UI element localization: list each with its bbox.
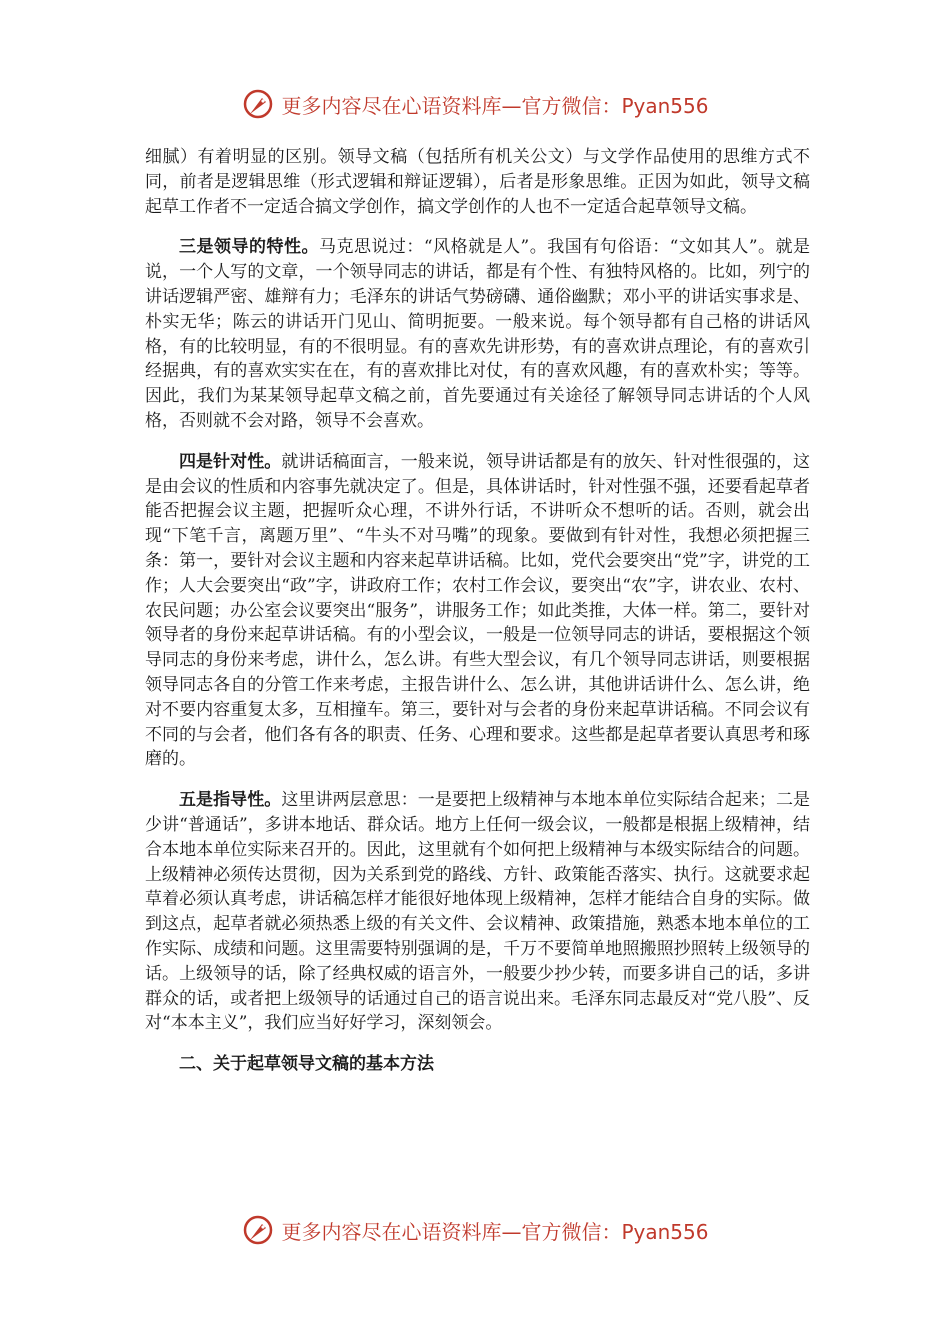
paragraph-text: 这里讲两层意思：一是要把上级精神与本地本单位实际结合起来；二是少讲“普通话”，多讲本地话、群众话。地方上任何一级会议，一般都是根据上级精神，结合本地本单位实际来召开的。因此，这里就有个如何把上级精神与本级实际结合的问题。上级精神必须传达贯彻，因为关系到党的路线、方针、政策能否落实、执行。这就要求起草着必须认真考虑，讲话稿怎样才能很好地体现上级精神，怎样才能结合自身的实际。做到这点，起草者就必须热悉上级的有关文件、会议精神、政策措施，熟悉本地本单位的工作实际、成绩和问题。这里需要特别强调的是，千万不要简单地照搬照抄照转上级领导的话。上级领导的话，除了经典权威的语言外，一般要少抄少转，而要多讲自己的话，多讲群众的话，或者把上级领导的话通过自己的语言说出来。毛泽东同志最反对“党八股”、反对“本本主义”，我们应当好好学习，深刻领会。: [145, 790, 811, 1034]
pen-nib-circle-icon: [241, 1213, 275, 1247]
header-banner: [0, 84, 950, 124]
paragraph-lead: 三是领导的特性。: [179, 237, 319, 258]
paragraph-text: 马克思说过：“风格就是人”。我国有句俗语：“文如其人”。就是说，一个人写的文章，一个领导同志的讲话，都是有个性、有独特风格的。比如，列宁的讲话逻辑严密、雄辩有力；毛泽东的讲话气势磅礴、通俗幽默；邓小平的讲话实事求是、朴实无华；陈云的讲话开门见山、简明扼要。一般来说。每个领导都有自己格的讲话风格，有的比较明显，有的不很明显。有的喜欢先讲形势，有的喜欢讲点理论，有的喜欢引经据典，有的喜欢实实在在，有的喜欢排比对仗，有的喜欢风趣，有的喜欢朴实；等等。因此，我们为某某领导起草文稿之前，首先要通过有关途径了解领导同志讲话的个人风格，否则就不会对路，领导不会喜欢。: [145, 237, 811, 431]
pen-nib-circle-icon: [241, 87, 275, 121]
paragraph-text: 细腻）有着明显的区别。领导文稿（包括所有机关公文）与文学作品使用的思维方式不同，前者是逻辑思维（形式逻辑和辩证逻辑），后者是形象思维。正因为如此，领导文稿起草工作者不一定适合搞文学创作，搞文学创作的人也不一定适合起草领导文稿。: [145, 147, 810, 217]
paragraph-pertinence: [145, 450, 810, 772]
paragraph-text: 就讲话稿面言，一般来说，领导讲话都是有的放矢、针对性很强的，这是由会议的性质和内容事先就决定了。但是，具体讲话时，针对性强不强，还要看起草者能否把握会议主题，把握听众心理，不讲外行话，不讲听众不想听的话。否则，就会出现“下笔千言，离题万里”、“牛头不对马嘴”的现象。要做到有针对性，我想必须把握三条：第一，要针对会议主题和内容来起草讲话稿。比如，党代会要突出“党”字，讲党的工作；人大会要突出“政”字，讲政府工作；农村工作会议，要突出“农”字，讲农业、农村、农民问题；办公室会议要突出“服务”，讲服务工作；如此类推，大体一样。第二，要针对领导者的身份来起草讲话稿。有的小型会议，一般是一位领导同志的讲话，要根据这个领导同志的身份来考虑，讲什么，怎么讲。有些大型会议，有几个领导同志讲话，则要根据领导同志各自的分管工作来考虑，主报告讲什么、怎么讲，其他讲话讲什么、怎么讲，绝对不要内容重复太多，互相撞车。第三，要针对与会者的身份来起草讲话稿。不同会议有不同的与会者，他们各有各的职责、任务、心理和要求。这些都是起草者要认真思考和琢磨的。: [145, 451, 811, 770]
paragraph-guidance: [145, 788, 810, 1036]
paragraph-continued: [145, 145, 810, 219]
banner-text: 更多内容尽在心语资料库—官方微信：Pyan556: [281, 1219, 709, 1244]
paragraph-leadership-traits: [145, 235, 810, 433]
document-body: [145, 145, 810, 1077]
paragraph-lead: 四是针对性。: [179, 451, 282, 472]
section-heading: 二、关于起草领导文稿的基本方法: [179, 1054, 434, 1075]
paragraph-lead: 五是指导性。: [179, 790, 282, 811]
banner-text: 更多内容尽在心语资料库—官方微信：Pyan556: [281, 93, 709, 118]
footer-banner: [0, 1210, 950, 1250]
